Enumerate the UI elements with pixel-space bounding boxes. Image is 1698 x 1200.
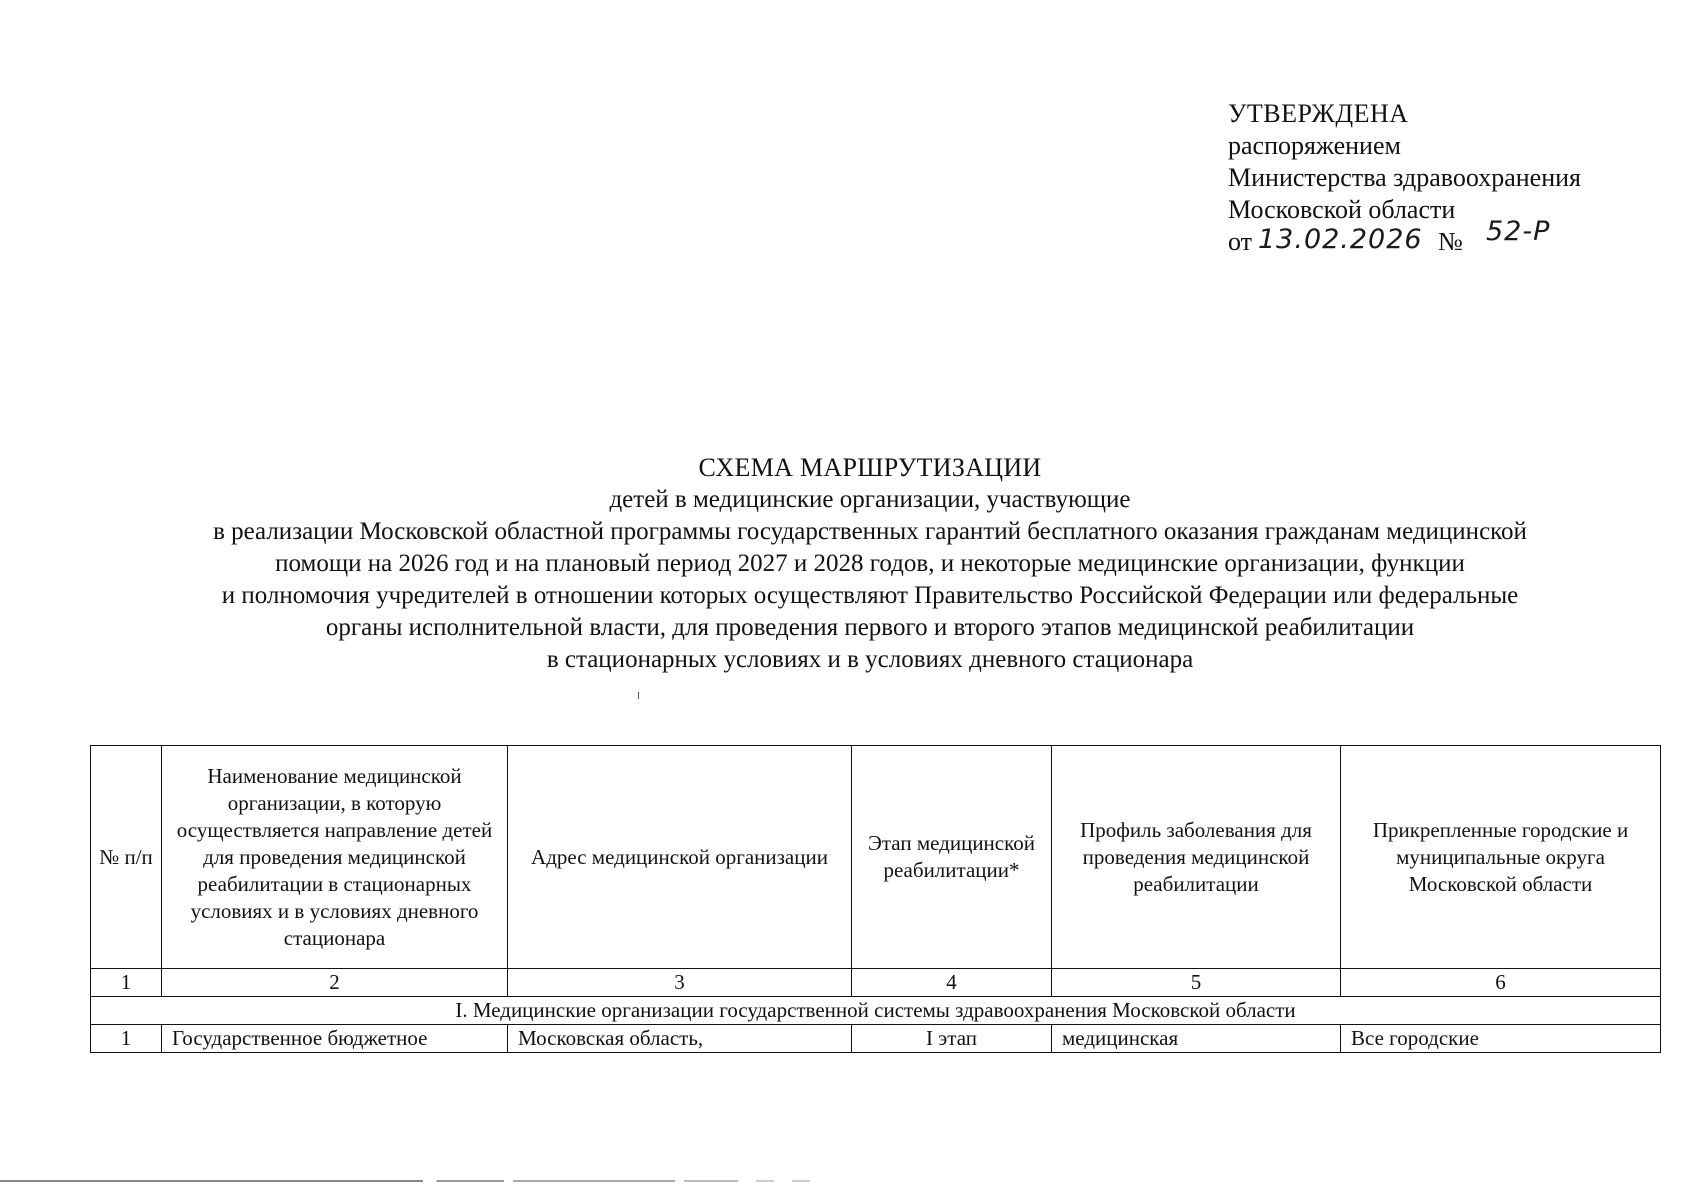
approval-title: УТВЕРЖДЕНА xyxy=(1228,99,1409,128)
title-line-6: в стационарных условиях и в условиях дневного стационара xyxy=(546,646,1194,673)
approval-date-line xyxy=(1228,216,1668,258)
header-profile: Профиль заболевания для проведения медицинской реабилитации xyxy=(1052,746,1341,969)
routing-table-wrapper xyxy=(90,745,1660,1053)
column-number: 1 xyxy=(91,969,162,997)
row-districts: Все городские xyxy=(1341,1025,1661,1053)
row-stage: I этап xyxy=(852,1025,1052,1053)
routing-table xyxy=(90,745,1661,1053)
title-line-3: помощи на 2026 год и на плановый период 2027 и 2028 годов, и некоторые медицинские организации, функции xyxy=(275,550,1465,577)
header-address: Адрес медицинской организации xyxy=(508,746,852,969)
header-districts: Прикрепленные городские и муниципальные округа Московской области xyxy=(1341,746,1661,969)
scan-artifact-line xyxy=(0,1180,900,1182)
approval-block xyxy=(1228,98,1668,258)
title-line-4: и полномочия учредителей в отношении которых осуществляют Правительство Российской Федерации или федеральные xyxy=(221,582,1519,609)
header-num: № п/п xyxy=(91,746,162,969)
approval-line-order: распоряжением xyxy=(1228,131,1401,160)
header-stage: Этап медицинской реабилитации* xyxy=(852,746,1052,969)
section-row xyxy=(91,997,1661,1025)
column-number: 3 xyxy=(508,969,852,997)
table-header-row xyxy=(91,746,1661,969)
document-title-block xyxy=(60,452,1680,676)
row-org-name: Государственное бюджетное xyxy=(162,1025,508,1053)
table-row xyxy=(91,1025,1661,1053)
handwritten-number: 52-Р xyxy=(1486,216,1551,247)
column-number: 5 xyxy=(1052,969,1341,997)
title-line-1: детей в медицинские организации, участвующие xyxy=(609,486,1131,513)
number-sign: № xyxy=(1438,227,1463,256)
approval-line-ministry: Министерства здравоохранения xyxy=(1228,163,1581,192)
row-num: 1 xyxy=(91,1025,162,1053)
approval-line-region: Московской области xyxy=(1228,195,1456,224)
row-address: Московская область, xyxy=(508,1025,852,1053)
column-number: 4 xyxy=(852,969,1052,997)
document-title: СХЕМА МАРШРУТИЗАЦИИ xyxy=(698,453,1042,482)
scan-speck xyxy=(638,692,642,699)
column-numbers-row xyxy=(91,969,1661,997)
row-profile: медицинская xyxy=(1052,1025,1341,1053)
column-number: 6 xyxy=(1341,969,1661,997)
column-number: 2 xyxy=(162,969,508,997)
header-org-name: Наименование медицинской организации, в которую осуществляется направление детей для проведения медицинской реабилитации в стационарных условиях и в условиях дневного стационара xyxy=(162,746,508,969)
title-line-5: органы исполнительной власти, для проведения первого и второго этапов медицинской реабилитации xyxy=(325,614,1415,641)
handwritten-date: 13.02.2026 xyxy=(1258,224,1423,255)
date-prefix: от xyxy=(1228,227,1253,256)
title-line-2: в реализации Московской областной программы государственных гарантий бесплатного оказания гражданам медицинской xyxy=(213,518,1527,545)
section-title: I. Медицинские организации государственной системы здравоохранения Московской области xyxy=(91,997,1661,1025)
